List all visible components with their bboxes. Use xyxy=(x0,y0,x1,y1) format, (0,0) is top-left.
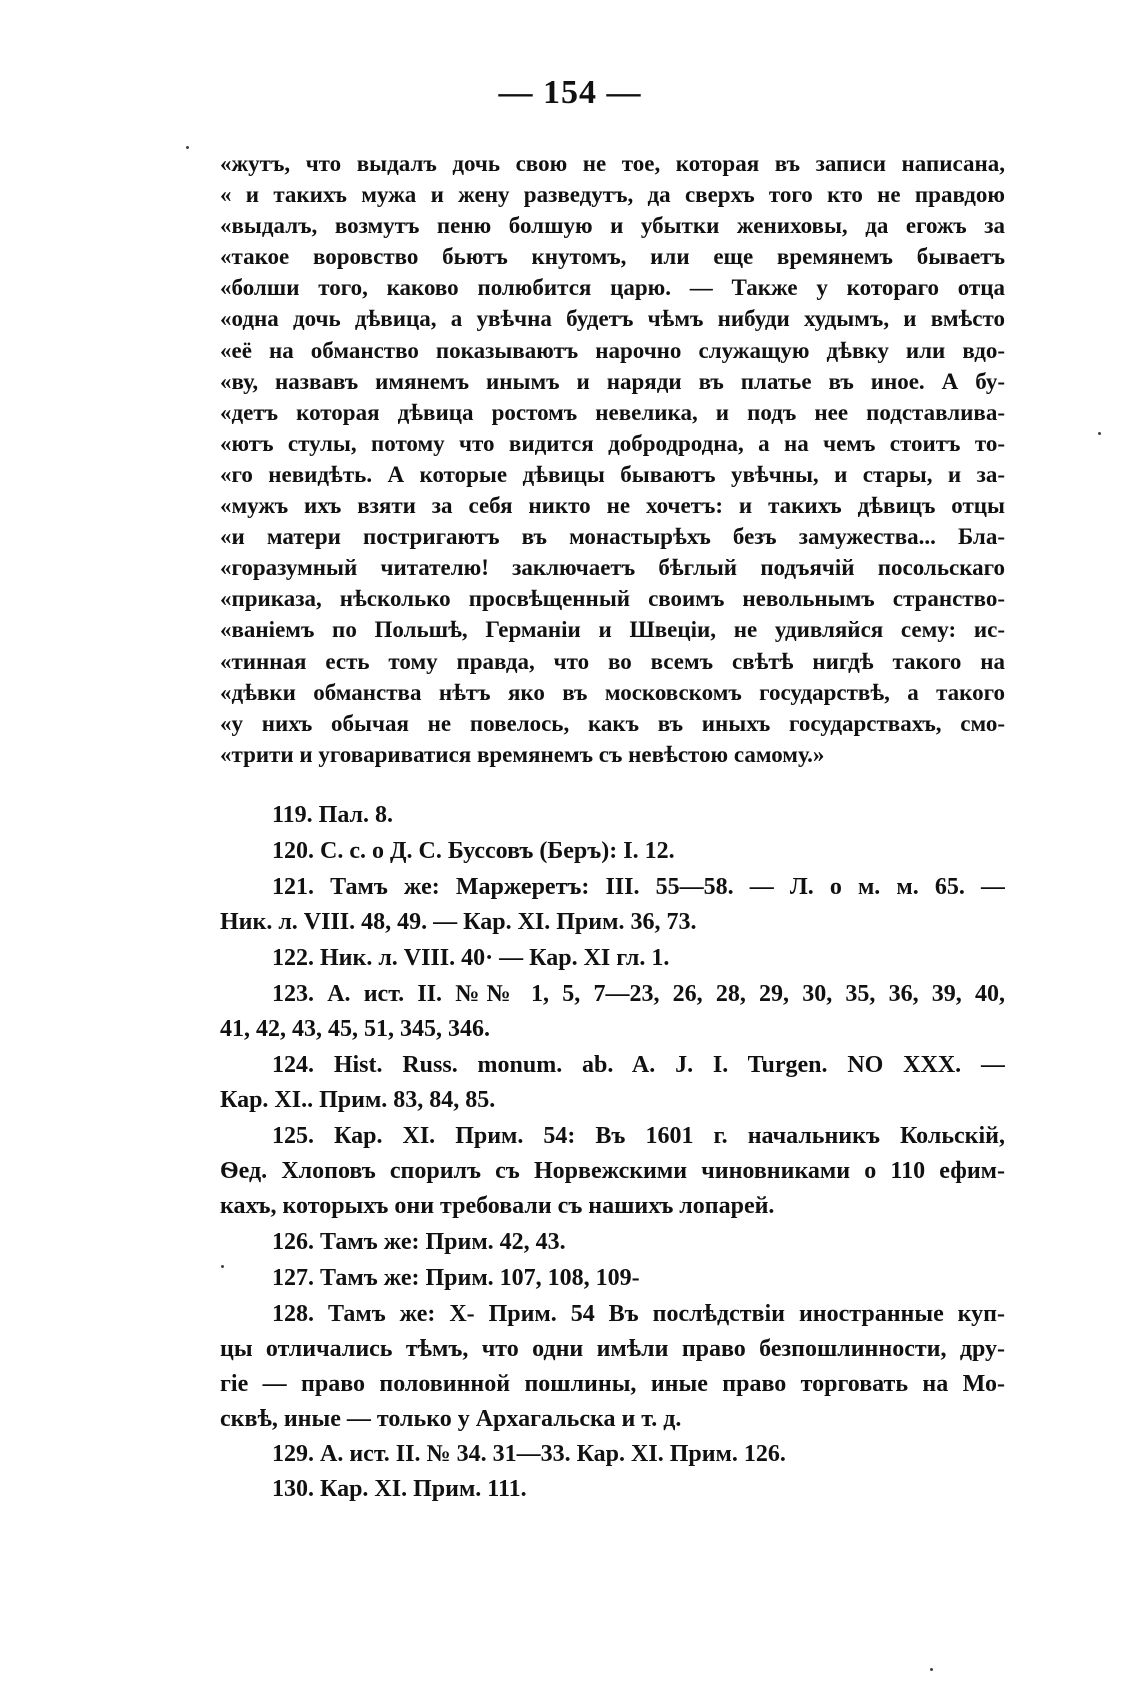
note-line: 119. Пал. 8. xyxy=(272,802,394,828)
note-119 xyxy=(220,798,1005,833)
note-120 xyxy=(220,834,1005,869)
note-line: 123. А. ист. II. №№ 1, 5, 7—23, 26, 28, 29, 30, 35, 36, 39, 40, xyxy=(272,981,1005,1007)
note-line: 128. Тамъ же: X- Прим. 54 Въ послѣдствіи иностранные куп- xyxy=(272,1301,1005,1327)
note-126 xyxy=(220,1225,1005,1260)
note-line: Кар. XI.. Прим. 83, 84, 85. xyxy=(220,1087,496,1113)
note-line: кахъ, которыхъ они требовали съ нашихъ лопарей. xyxy=(220,1193,775,1219)
note-line: 130. Кар. XI. Прим. 111. xyxy=(272,1476,527,1502)
note-line: 124. Hist. Russ. monum. ab. A. J. I. Turgen. NO XXX. — xyxy=(272,1052,1005,1078)
text-line: «ютъ стулы, потому что видится добродродна, а на чемъ стоитъ то- xyxy=(220,430,1005,456)
text-line: «го невидѣть. А которые дѣвицы бываютъ увѣчны, и стары, и за- xyxy=(220,461,1005,487)
text-line: «такое воровство бьютъ кнутомъ, или еще времянемъ бываетъ xyxy=(220,244,1005,270)
text-line: «приказа, нѣсколько просвѣщенный своимъ невольнымъ странство- xyxy=(220,586,1005,612)
text-line: «ву, назвавъ имянемъ инымъ и наряди въ платье въ иное. А бу- xyxy=(220,368,1005,394)
note-line: 121. Тамъ же: Маржеретъ: III. 55—58. — Л. о м. м. 65. — xyxy=(272,874,1005,900)
note-line: 120. С. с. о Д. С. Буссовъ (Беръ): I. 12. xyxy=(272,838,675,864)
note-128 xyxy=(220,1297,1005,1437)
scan-speck xyxy=(186,146,189,149)
text-line: «ваніемъ по Польшѣ, Германіи и Швеціи, не удивляйся сему: ис- xyxy=(220,617,1005,643)
text-line: «мужъ ихъ взяти за себя никто не хочетъ: и такихъ дѣвицъ отцы xyxy=(220,493,1005,519)
note-line: цы отличались тѣмъ, что одни имѣли право безпошлинности, дру- xyxy=(220,1336,1005,1362)
footnotes-list xyxy=(220,798,1005,1507)
note-130 xyxy=(220,1472,1005,1507)
text-line: «тинная есть тому правда, что во всемъ свѣтѣ нигдѣ такого на xyxy=(220,648,1005,674)
scan-speck xyxy=(1098,432,1101,435)
note-line: 127. Тамъ же: Прим. 107, 108, 109- xyxy=(272,1265,640,1291)
note-line: Ѳед. Хлоповъ спорилъ съ Норвежскими чиновниками о 110 ефим- xyxy=(220,1158,1005,1184)
note-127 xyxy=(220,1261,1005,1296)
text-line: «её на обманство показываютъ нарочно служащую дѣвку или вдо- xyxy=(220,337,1005,363)
note-line: Ник. л. VIII. 48, 49. — Кар. XI. Прим. 36, 73. xyxy=(220,909,697,935)
text-line: « и такихъ мужа и жену разведутъ, да сверхъ того кто не правдою xyxy=(220,182,1005,208)
text-line: «горазумный читателю! заключаетъ бѣглый подъячій посольскаго xyxy=(220,555,1005,581)
scan-speck xyxy=(930,1668,933,1671)
page-number: — 154 — xyxy=(498,74,642,111)
note-124 xyxy=(220,1048,1005,1118)
scan-speck xyxy=(221,1265,224,1268)
text-line: «трити и уговариватися времянемъ съ невѣстою самому.» xyxy=(220,741,825,767)
note-line: сквѣ, иные — только у Архагальска и т. д. xyxy=(220,1406,682,1432)
note-125 xyxy=(220,1119,1005,1224)
text-line: «одна дочь дѣвица, а увѣчна будетъ чѣмъ нибуди худымъ, и вмѣсто xyxy=(220,306,1005,332)
note-line: 125. Кар. XI. Прим. 54: Въ 1601 г. начальникъ Кольскій, xyxy=(272,1123,1005,1149)
note-line: 129. А. ист. II. № 34. 31—33. Кар. XI. Прим. 126. xyxy=(272,1441,786,1467)
quoted-passage xyxy=(220,148,1005,770)
text-line: «и матери постригаютъ въ монастырѣхъ безъ замужества... Бла- xyxy=(220,524,1005,550)
text-line: «дѣвки обманства нѣтъ яко въ московскомъ государствѣ, а такого xyxy=(220,679,1005,705)
note-121 xyxy=(220,870,1005,940)
note-line: гіе — право половинной пошлины, иные право торговать на Мо- xyxy=(220,1371,1005,1397)
note-line: 41, 42, 43, 45, 51, 345, 346. xyxy=(220,1016,490,1042)
note-line: 122. Ник. л. VIII. 40· — Кар. XI гл. 1. xyxy=(272,945,670,971)
note-122 xyxy=(220,941,1005,976)
text-line: «болши того, каково полюбится царю. — Также у котораго отца xyxy=(220,275,1005,301)
note-123 xyxy=(220,977,1005,1047)
note-line: 126. Тамъ же: Прим. 42, 43. xyxy=(272,1229,566,1255)
text-line: «у нихъ обычая не повелось, какъ въ иныхъ государствахъ, смо- xyxy=(220,710,1005,736)
text-line: «детъ которая дѣвица ростомъ невелика, и подъ нее подставлива- xyxy=(220,399,1005,425)
note-129 xyxy=(220,1437,1005,1472)
text-line: «жутъ, что выдалъ дочь свою не тое, которая въ записи написана, xyxy=(220,151,1005,176)
text-line: «выдалъ, возмутъ пеню болшую и убытки жениховы, да егожъ за xyxy=(220,213,1005,239)
